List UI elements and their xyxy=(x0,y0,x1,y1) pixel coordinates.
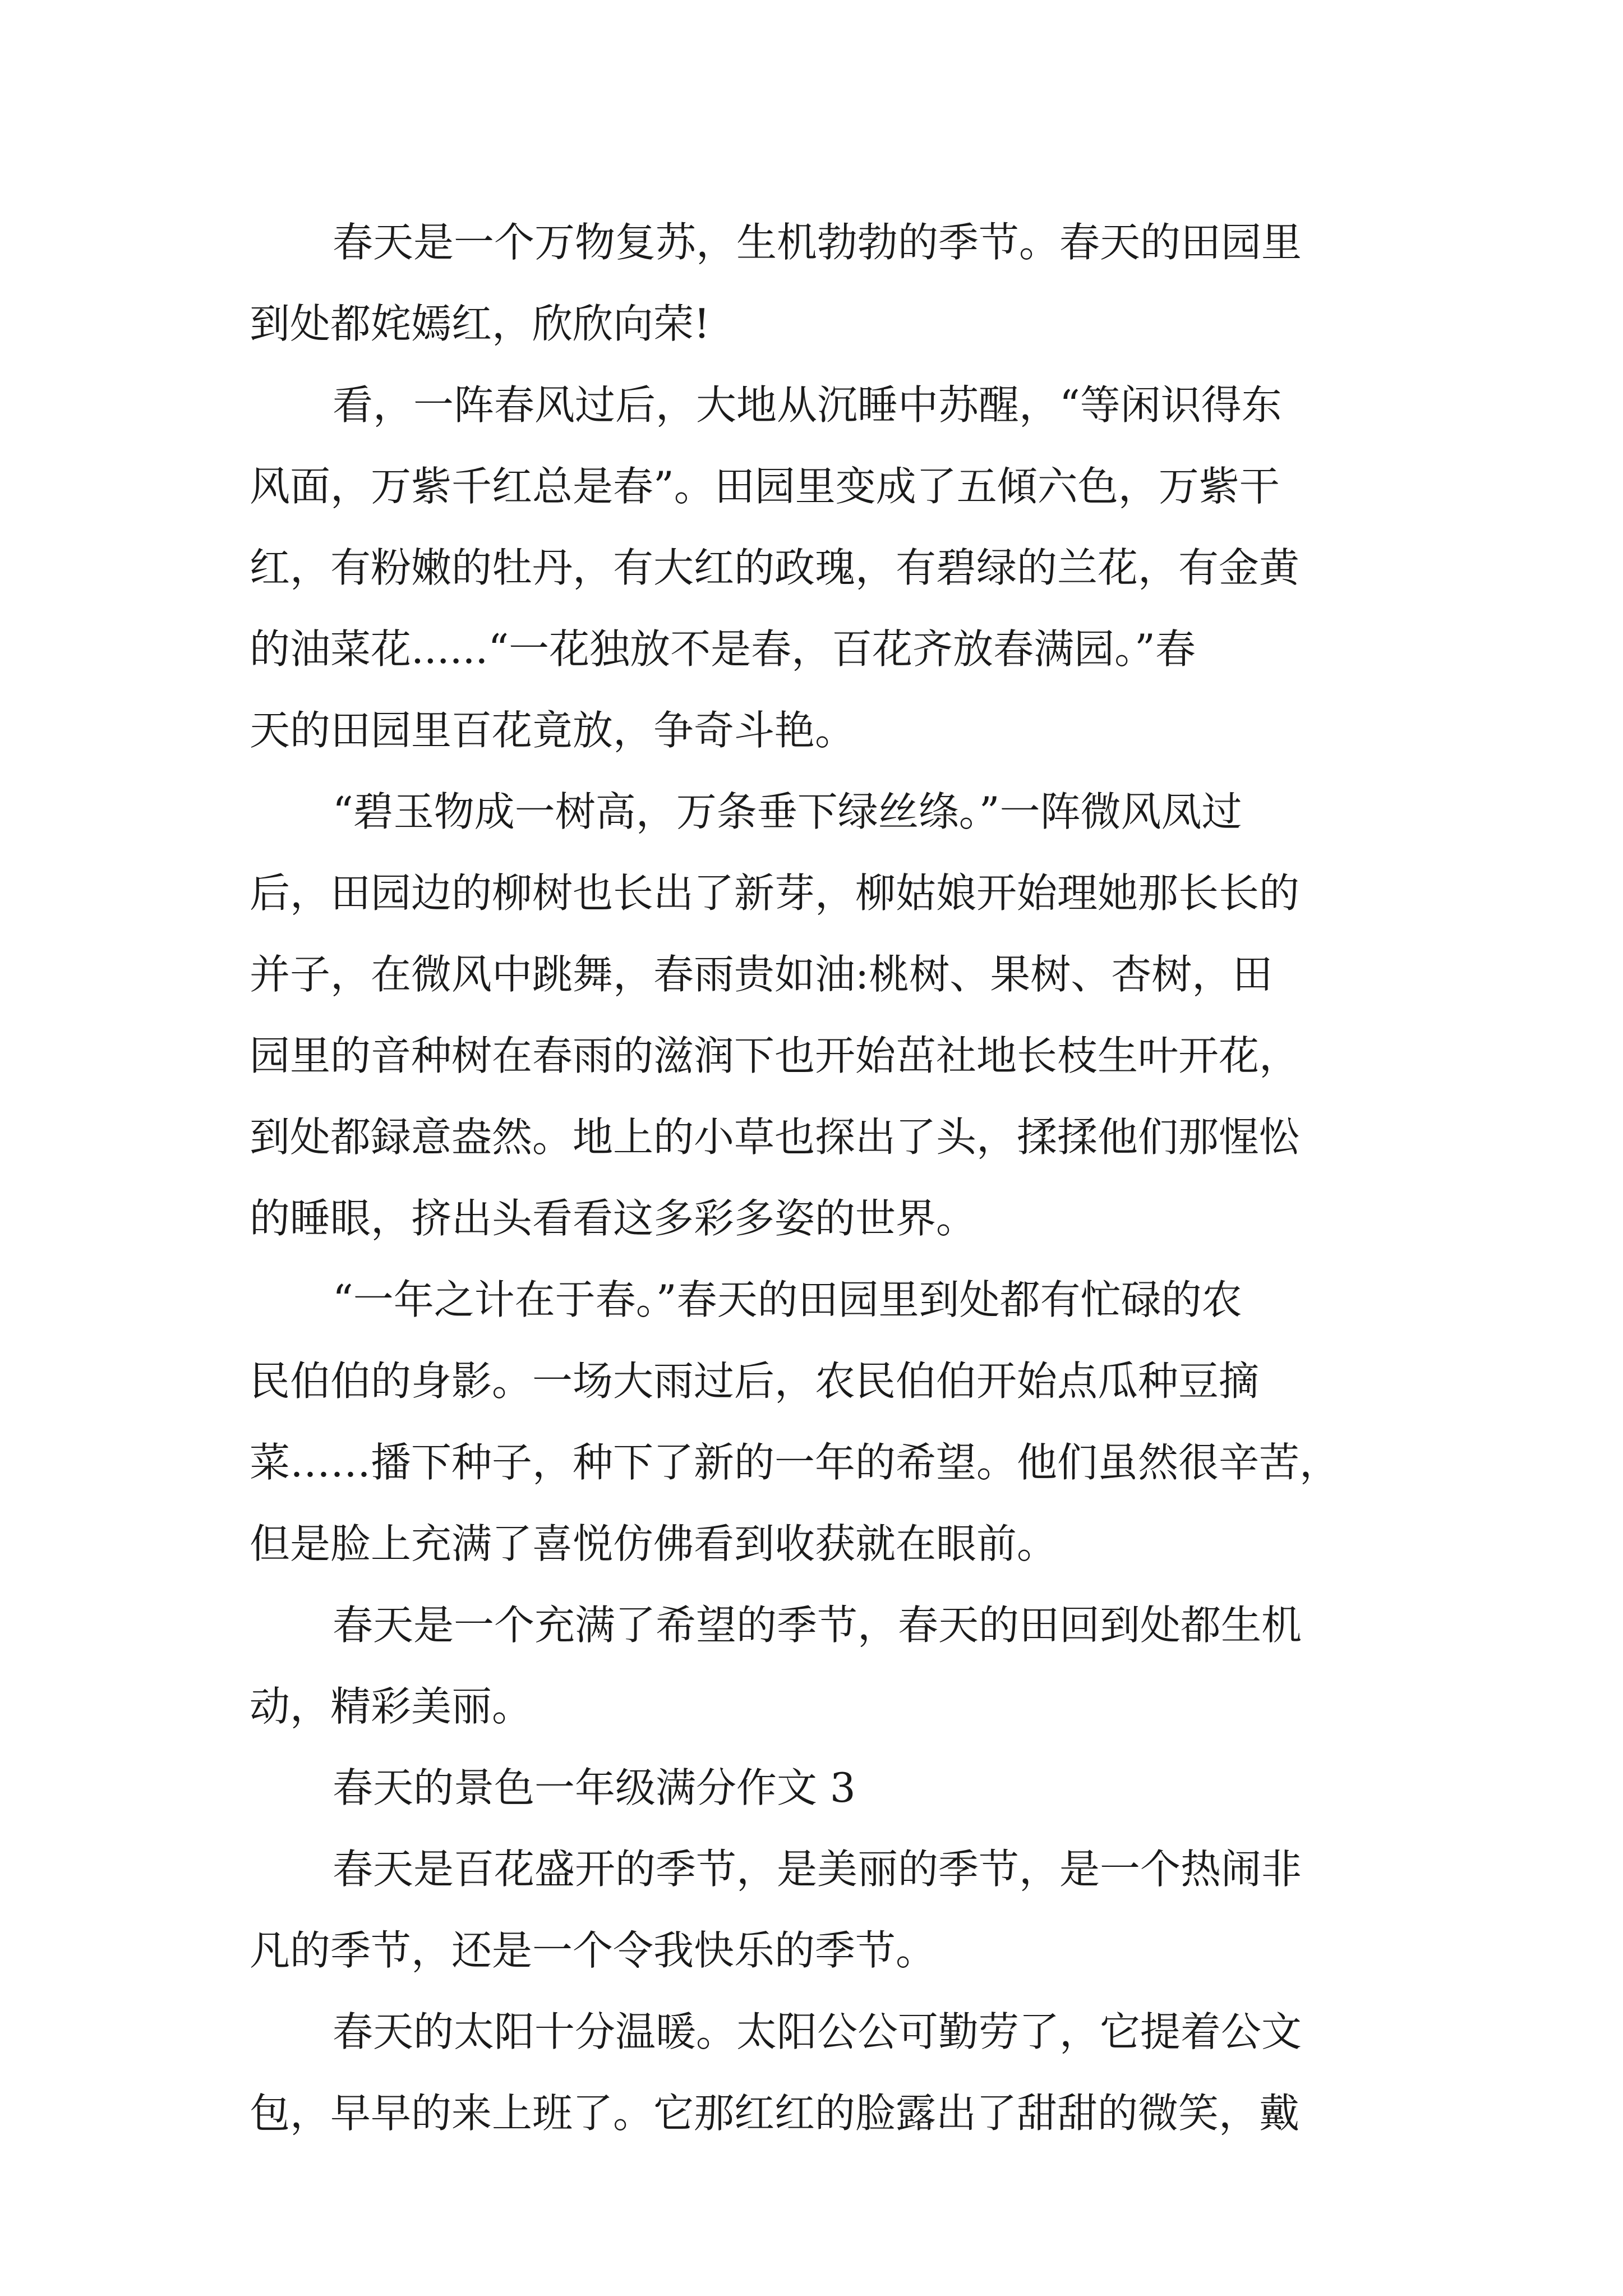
text-line: 动，精彩美丽。 xyxy=(250,1683,533,1730)
text-line: 春天是一个充满了希望的季节，春天的田回到处都生机 xyxy=(333,1602,1302,1649)
text-line: 菜……播下种子，种下了新的一年的希望。他们虽然很辛苦， xyxy=(250,1439,1340,1486)
text-line: 春天是百花盛开的季节，是美丽的季节，是一个热闹非 xyxy=(333,1846,1302,1893)
text-line: 并子，在微风中跳舞，春雨贵如油:桃树、果树、杏树，田 xyxy=(250,951,1273,998)
essay-body xyxy=(250,202,1382,2154)
text-line: 但是脸上充满了喜悦仿佛看到收获就在眼前。 xyxy=(250,1520,1058,1567)
text-line: 后，田园边的柳树也长出了新芽，柳姑娘开始理她那长长的 xyxy=(250,869,1300,917)
section-heading: 春天的景色一年级满分作文 3 xyxy=(333,1764,856,1811)
text-line: 春天的太阳十分温暖。太阳公公可勤劳了，它提着公文 xyxy=(333,2008,1302,2055)
text-line: 到处都録意盎然。地上的小草也探出了头，揉揉他们那惺忪 xyxy=(250,1114,1300,1161)
text-line: 凡的季节，还是一个令我快乐的季节。 xyxy=(250,1927,937,1974)
text-line: “一年之计在于春。”春天的田园里到处都有忙碌的农 xyxy=(333,1276,1242,1323)
text-line: 的油菜花......“一花独放不是春，百花齐放春满园。”春 xyxy=(250,625,1196,673)
text-line: 天的田园里百花竟放，争奇斗艳。 xyxy=(250,707,856,754)
text-line: “碧玉物成一树高，万条垂下绿丝绦。”一阵微风凤过 xyxy=(333,788,1242,835)
text-line: 看，一阵春风过后，大地从沉睡中苏醒，“等闲识得东 xyxy=(333,381,1282,429)
text-line: 风面，万紫千红总是春”。田园里变成了五傾六色，万紫干 xyxy=(250,463,1280,510)
text-line: 春天是一个万物复苏，生机勃勃的季节。春天的田园里 xyxy=(333,219,1302,266)
text-line: 到处都姹嫣红，欣欣向荣! xyxy=(250,300,710,347)
text-line: 园里的音种树在春雨的滋润下也开始茁社地长枝生叶开花， xyxy=(250,1032,1300,1079)
text-line: 的睡眼，挤出头看看这多彩多姿的世界。 xyxy=(250,1195,977,1242)
text-line: 红，有粉嫩的牡丹，有大红的政瑰，有碧绿的兰花，有金黄 xyxy=(250,544,1300,591)
text-line: 包，早早的来上班了。它那红红的脸露出了甜甜的微笑，戴 xyxy=(250,2090,1300,2137)
text-line: 民伯伯的身影。一场大雨过后，农民伯伯开始点瓜种豆摘 xyxy=(250,1358,1260,1405)
